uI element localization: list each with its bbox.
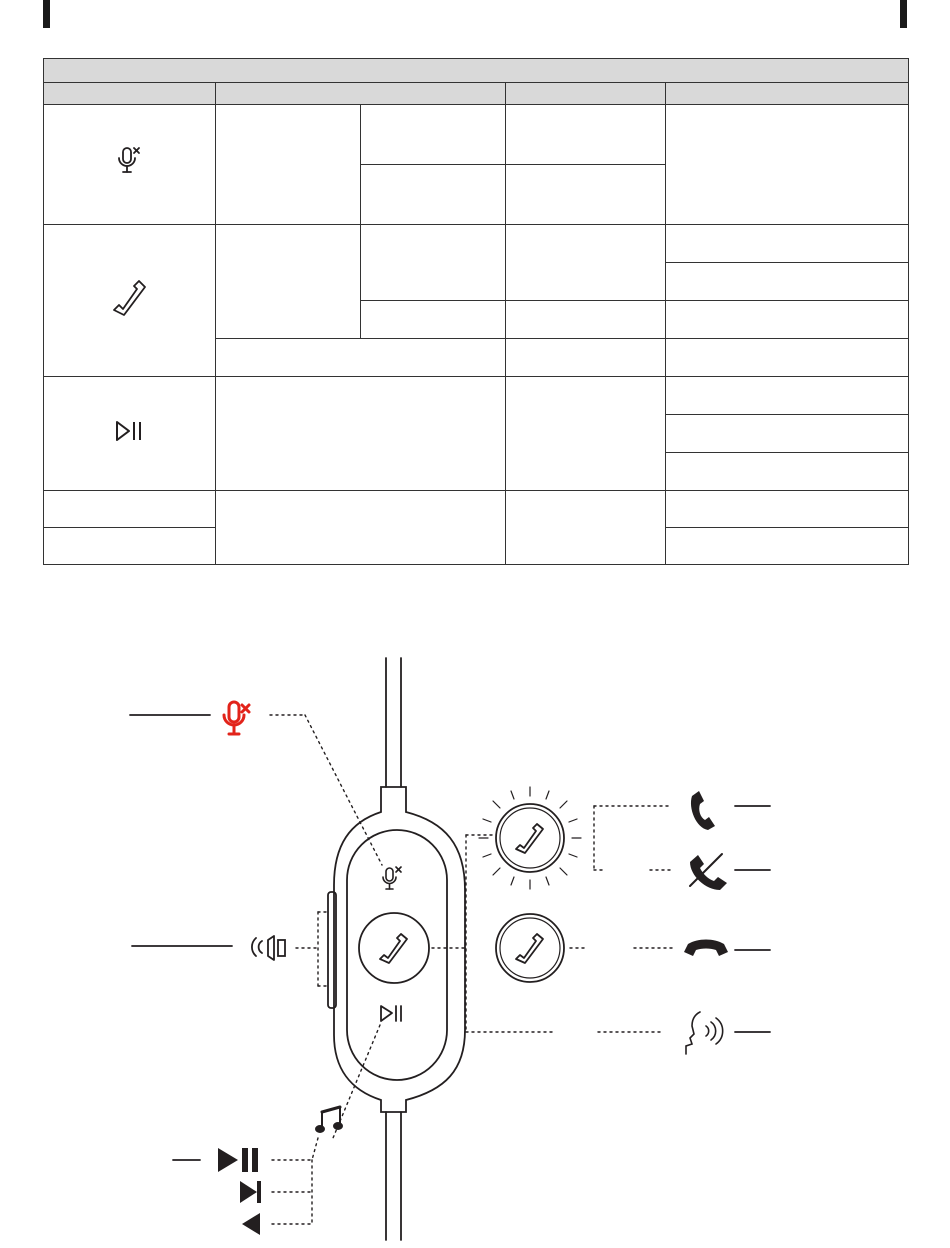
call-handset-icon <box>380 934 407 963</box>
table-cell <box>666 415 909 453</box>
mic-mute-icon <box>383 867 401 889</box>
play-pause-icon <box>218 1148 258 1172</box>
leader-dotted <box>296 912 328 986</box>
table-cell <box>216 377 506 491</box>
play-pause-icon <box>381 1006 401 1021</box>
mic-mute-red-icon <box>224 702 249 734</box>
call-button-blinking-icon <box>479 787 581 889</box>
top-rule-right <box>900 0 907 28</box>
table-cell <box>666 453 909 491</box>
table-cell <box>506 377 666 491</box>
table-cell <box>44 491 216 528</box>
call-button-steady-icon <box>496 914 564 982</box>
call-button-cell <box>44 225 216 377</box>
table-row <box>44 225 909 263</box>
leader-dotted <box>432 806 672 1032</box>
button-function-table <box>43 58 909 565</box>
column-header <box>666 83 909 105</box>
next-track-icon <box>240 1181 261 1203</box>
table-row <box>44 491 909 528</box>
leader-dotted <box>272 1025 380 1224</box>
hang-up-icon <box>684 940 728 957</box>
table-cell <box>506 301 666 339</box>
table-cell <box>666 263 909 301</box>
top-rule-left <box>43 0 50 28</box>
table-title <box>44 59 909 83</box>
table-cell <box>361 165 506 225</box>
column-header <box>506 83 666 105</box>
table-cell <box>666 491 909 528</box>
column-header <box>44 83 216 105</box>
table-cell <box>666 301 909 339</box>
table-cell <box>506 165 666 225</box>
call-handset-icon <box>110 278 150 318</box>
table-row <box>44 377 909 415</box>
play-pause-button-cell <box>44 377 216 491</box>
table-cell <box>666 528 909 565</box>
table-cell <box>44 528 216 565</box>
table-title-row <box>44 59 909 83</box>
phone-muted-icon <box>690 854 727 890</box>
table-cell <box>506 105 666 165</box>
table-cell <box>506 225 666 301</box>
table-cell <box>361 105 506 165</box>
music-note-icon <box>316 1107 342 1132</box>
phone-icon <box>691 791 715 830</box>
table-cell <box>216 105 361 225</box>
table-cell <box>216 491 506 565</box>
mute-button-cell <box>44 105 216 225</box>
column-header <box>216 83 506 105</box>
play-pause-icon <box>114 419 146 443</box>
table-cell <box>216 225 361 339</box>
mic-mute-icon <box>115 145 145 179</box>
table-row <box>44 105 909 165</box>
table-cell <box>666 225 909 263</box>
table-cell <box>666 339 909 377</box>
table-header-row <box>44 83 909 105</box>
table-cell <box>361 301 506 339</box>
table-cell <box>666 377 909 415</box>
table-cell <box>216 339 506 377</box>
volume-icon <box>252 936 285 960</box>
table-cell <box>506 339 666 377</box>
table-cell <box>361 225 506 301</box>
previous-track-icon <box>242 1213 260 1235</box>
speaking-icon <box>686 1012 723 1054</box>
table-cell <box>506 491 666 565</box>
controller-diagram <box>0 600 950 1248</box>
table-cell <box>666 105 909 225</box>
